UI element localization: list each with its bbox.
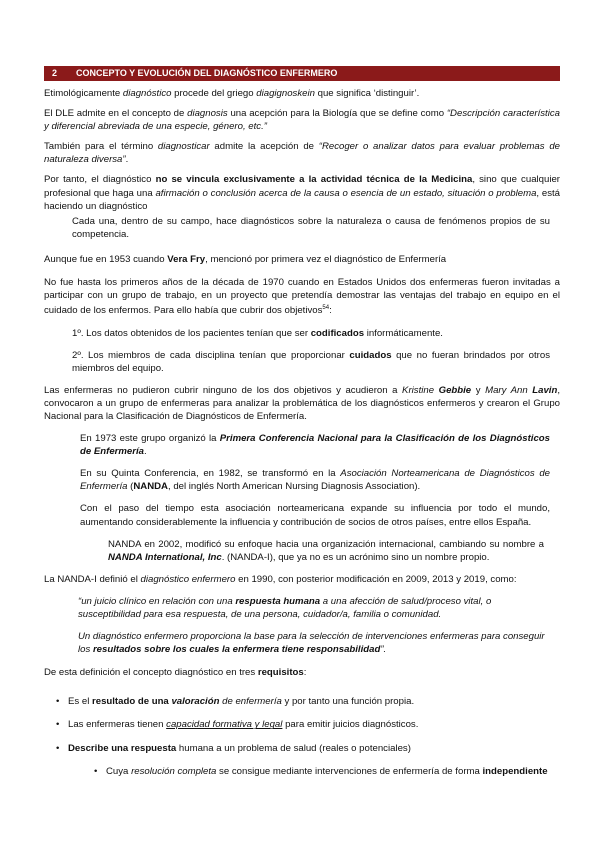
bullet-icon: •: [94, 765, 98, 777]
paragraph-1982: En su Quinta Conferencia, en 1982, se transformó en la Asociación Norteamericana de Diagnósticos de Enfermería (NANDA, del inglés North American Nursing Diagnosis Association).: [80, 468, 550, 493]
requirements-sublist: [44, 765, 560, 778]
section-number: 2: [52, 68, 58, 78]
definition-quote-1: “un juicio clínico en relación con una respuesta humana a una afección de salud/proceso vital, o susceptibilidad para esa respuesta, de una persona, cuidador/a, familia o comunidad.: [78, 595, 492, 620]
definition-quote-2: Un diagnóstico enfermero proporciona la base para la selección de intervenciones enfermeras para conseguir los resultados sobre los cuales la enfermera tiene responsabilidad”.: [78, 631, 545, 656]
paragraph-por-tanto: Por tanto, el diagnóstico no se vincula exclusivamente a la actividad técnica de la Medicina, sino que cualquier profesional que haga una afirmación o conclusión acerca de la causa o esencia de un estado, situación o problema, está haciendo un diagnóstico: [44, 174, 561, 212]
bullet-icon: •: [56, 742, 60, 754]
paragraph-diagnosticar: También para el término diagnosticar admite la acepción de “Recoger o analizar datos para evaluar problemas de naturaleza diversa”.: [44, 141, 560, 166]
paragraph-gebbie-lavin: Las enfermeras no pudieron cubrir ninguno de los dos objetivos y acudieron a Kristine Gebbie y Mary Ann Lavin, convocaron a un grupo de enfermeras para analizar la problemática de los diagnósticos enfermeros y crearon el Grupo Nacional para la Clasificación de Diagnósticos de Enfermería.: [44, 384, 560, 422]
footnote-ref: 54: [322, 305, 330, 312]
document-page: [44, 66, 560, 785]
paragraph-1973: En 1973 este grupo organizó la Primera Conferencia Nacional para la Clasificación de los Diagnósticos de Enfermería.: [80, 433, 550, 458]
paragraph-etymology: Etimológicamente diagnóstico procede del griego diagignoskein que significa ‘distinguir’.: [44, 88, 420, 99]
list-item: • Las enfermeras tienen capacidad formativa y legal para emitir juicios diagnósticos.: [56, 719, 419, 731]
paragraph-competencia: Cada una, dentro de su campo, hace diagnósticos sobre la naturaleza o causa de fenómenos propios de su competencia.: [72, 215, 550, 240]
list-item: • Es el resultado de una valoración de enfermería y por tanto una función propia.: [56, 696, 415, 708]
paragraph-1970: No fue hasta los primeros años de la década de 1970 cuando en Estados Unidos dos enfermeras fueron invitadas a participar con un grupo de trabajo, en un proyecto que pretendía demostrar las ventajas del trabajo en equipo en el cuidado de los enfermos. Para ello había que cubrir dos objetivos$^{54}$:: [44, 277, 560, 317]
list-item: • Cuya resolución completa se consigue mediante intervenciones de enfermería de forma independiente: [94, 765, 548, 777]
paragraph-dle: El DLE admite en el concepto de diagnosis una acepción para la Biología que se define como “Descripción característica y diferencial abreviada de una especie, género, etc.”: [44, 108, 560, 133]
paragraph-definition-intro: La NANDA-I definió el diagnóstico enfermero en 1990, con posterior modificación en 2009, 2013 y 2019, como:: [44, 573, 517, 585]
objective-2: 2º. Los miembros de cada disciplina tenían que proporcionar cuidados que no fueran brindados por otros miembros del equipo.: [72, 349, 550, 374]
bullet-icon: •: [56, 696, 60, 708]
paragraph-requisitos: De esta definición el concepto diagnóstico en tres requisitos:: [44, 667, 307, 679]
section-header: [44, 66, 560, 81]
objective-1: 1º. Los datos obtenidos de los pacientes tenían que ser codificados informáticamente.: [72, 327, 443, 339]
requirements-list: [44, 695, 560, 754]
paragraph-expansion: Con el paso del tiempo esta asociación norteamericana expande su influencia por todo el mundo, aumentando considerablemente la influencia y contribución de socios de otros países, entre ellos España.: [80, 503, 550, 528]
list-item: • Describe una respuesta humana a un problema de salud (reales o potenciales): [56, 742, 411, 754]
section-title: CONCEPTO Y EVOLUCIÓN DEL DIAGNÓSTICO ENFERMERO: [76, 68, 338, 78]
paragraph-vera-fry: Aunque fue en 1953 cuando Vera Fry, mencionó por primera vez el diagnóstico de Enfermería: [44, 253, 447, 265]
bullet-icon: •: [56, 719, 60, 731]
paragraph-nanda-2002: NANDA en 2002, modificó su enfoque hacia una organización internacional, cambiando su nombre a NANDA International, Inc. (NANDA-I), que ya no es un acrónimo sino un nombre propio.: [108, 538, 544, 563]
